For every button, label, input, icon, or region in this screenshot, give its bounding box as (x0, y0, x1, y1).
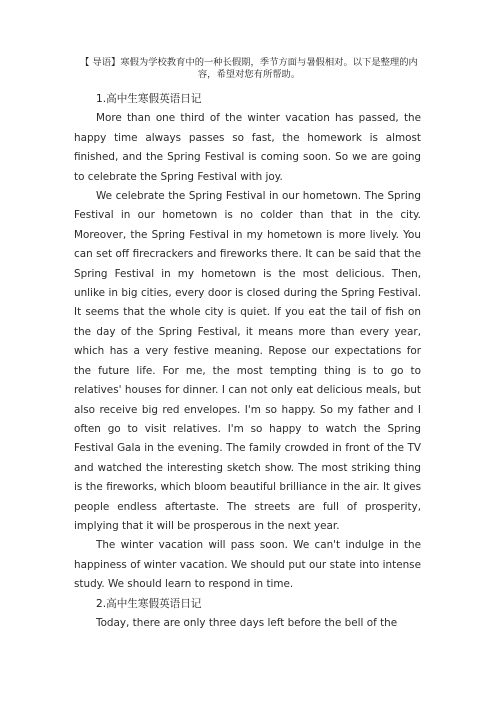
paragraph-3: The winter vacation will pass soon. We can't indulge in the happiness of winter vacation. We should put our state into intense study. We should learn to respond in time. (74, 539, 421, 591)
paragraph-1: More than one third of the winter vacation has passed, the happy time always passes so fast, the homework is almost finished, and the Spring Festival is coming soon. So we are going to celebrate the Spring Festival with joy. (74, 112, 421, 183)
section-2-heading: 2.高中生寒假英语日记 (96, 597, 202, 610)
section-1-heading: 1.高中生寒假英语日记 (96, 93, 202, 105)
paragraph-2: We celebrate the Spring Festival in our hometown. The Spring Festival in our hometown is no colder than that in the city. Moreover, the Spring Festival in my hometown is more lively. You can set off firecrackers and fireworks there. It can be said that the Spring Festival in my hometown is the most delicious. Then, unlike in big cities, every door is closed during the Spring Festival. It seems that the whole city is quiet. If you eat the tail of fish on the day of the Spring Festival, it means more than every year, which has a very festive meaning. Repose our expectations for the future life. For me, the most tempting thing is to go to relatives' houses for dinner. I can not only eat delicious meals, but also receive big red envelopes. I'm so happy. So my father and I often go to visit relatives. I'm so happy to watch the Spring Festival Gala in the evening. The family crowded in front of the TV and watched the interesting sketch show. The most striking thing is the fireworks, which bloom beautiful brilliance in the air. It gives people endless aftertaste. The streets are full of prosperity, implying that it will be prosperous in the next year. (74, 190, 421, 532)
document-body (74, 90, 421, 633)
intro-note: 【 导语】寒假为学校教育中的一种长假期，季节方面与暑假相对。以下是整理的内容，希望对您有所帮助。 (80, 57, 418, 80)
paragraph-4: Today, there are only three days left before the bell of the (96, 616, 398, 629)
